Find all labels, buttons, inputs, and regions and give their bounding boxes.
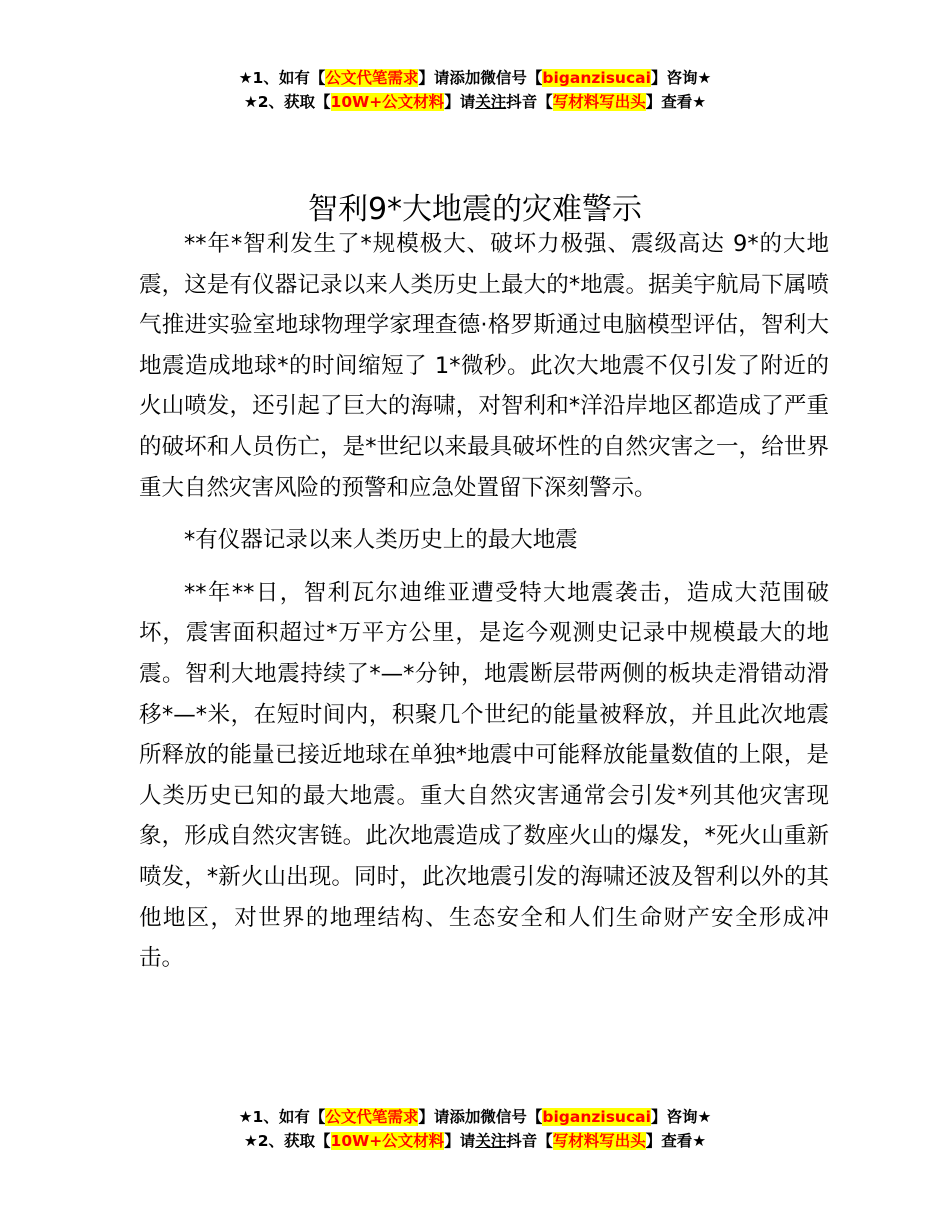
header-line1-highlight-wechat-id: biganzisucai bbox=[542, 69, 651, 87]
footer-line1-highlight-writing-service: 公文代笔需求 bbox=[325, 1108, 419, 1126]
header-banner-line-2 bbox=[0, 90, 950, 114]
footer-line1-prefix: ★1、如有【 bbox=[238, 1108, 326, 1126]
header-line1-highlight-writing-service: 公文代笔需求 bbox=[325, 69, 419, 87]
document-body bbox=[139, 224, 829, 991]
footer-line1-middle: 】请添加微信号【 bbox=[418, 1108, 543, 1126]
section-heading: *有仪器记录以来人类历史上的最大地震 bbox=[184, 527, 578, 554]
footer-banner-line-1 bbox=[0, 1105, 950, 1129]
footer-line2-prefix: ★2、获取【 bbox=[243, 1132, 331, 1150]
footer-line2-underlined-follow: 关注 bbox=[475, 1132, 507, 1150]
header-line1-prefix: ★1、如有【 bbox=[238, 69, 326, 87]
footer-banner-line-2 bbox=[0, 1129, 950, 1153]
footer-line2-highlight-materials: 10W+公文材料 bbox=[330, 1132, 445, 1150]
document-title: 智利9*大地震的灾难警示 bbox=[307, 192, 643, 228]
footer-line2-middle1: 】请 bbox=[444, 1132, 476, 1150]
header-line2-middle1: 】请 bbox=[444, 93, 476, 111]
header-banner bbox=[0, 66, 950, 114]
header-line2-middle2: 抖音【 bbox=[506, 93, 553, 111]
footer-line1-suffix: 】咨询★ bbox=[650, 1108, 712, 1126]
footer-line2-suffix: 】查看★ bbox=[645, 1132, 707, 1150]
paragraph-intro: **年*智利发生了*规模极大、破坏力极强、震级高达 9*的大地震，这是有仪器记录以来人类历史上最大的*地震。据美宇航局下属喷气推进实验室地球物理学家理查德·格罗斯通过电脑模型评估，智利大地震造成地球*的时间缩短了 1*微秒。此次大地震不仅引发了附近的火山喷发，还引起了巨大的海啸，对智利和*洋沿岸地区都造成了严重的破坏和人员伤亡，是*世纪以来最具破坏性的自然灾害之一，给世界重大自然灾害风险的预警和应急处置留下深刻警示。 bbox=[139, 231, 829, 501]
header-line2-prefix: ★2、获取【 bbox=[243, 93, 331, 111]
footer-banner bbox=[0, 1105, 950, 1153]
header-banner-line-1 bbox=[0, 66, 950, 90]
header-line2-underlined-follow: 关注 bbox=[475, 93, 507, 111]
footer-line2-highlight-douyin-account: 写材料写出头 bbox=[552, 1132, 646, 1150]
header-line2-suffix: 】查看★ bbox=[645, 93, 707, 111]
header-line2-highlight-douyin-account: 写材料写出头 bbox=[552, 93, 646, 111]
footer-line2-middle2: 抖音【 bbox=[506, 1132, 553, 1150]
header-line1-middle: 】请添加微信号【 bbox=[418, 69, 543, 87]
header-line1-suffix: 】咨询★ bbox=[650, 69, 712, 87]
footer-line1-highlight-wechat-id: biganzisucai bbox=[542, 1108, 651, 1126]
header-line2-highlight-materials: 10W+公文材料 bbox=[330, 93, 445, 111]
paragraph-details: **年**日，智利瓦尔迪维亚遭受特大地震袭击，造成大范围破坏，震害面积超过*万平方公里，是迄今观测史记录中规模最大的地震。智利大地震持续了*—*分钟，地震断层带两侧的板块走滑错动滑移*—*米，在短时间内，积聚几个世纪的能量被释放，并且此次地震所释放的能量已接近地球在单独*地震中可能释放能量数值的上限，是人类历史已知的最大地震。重大自然灾害通常会引发*列其他灾害现象，形成自然灾害链。此次地震造成了数座火山的爆发，*死火山重新喷发，*新火山出现。同时，此次地震引发的海啸还波及智利以外的其他地区，对世界的地理结构、生态安全和人们生命财产安全形成冲击。 bbox=[139, 579, 829, 972]
